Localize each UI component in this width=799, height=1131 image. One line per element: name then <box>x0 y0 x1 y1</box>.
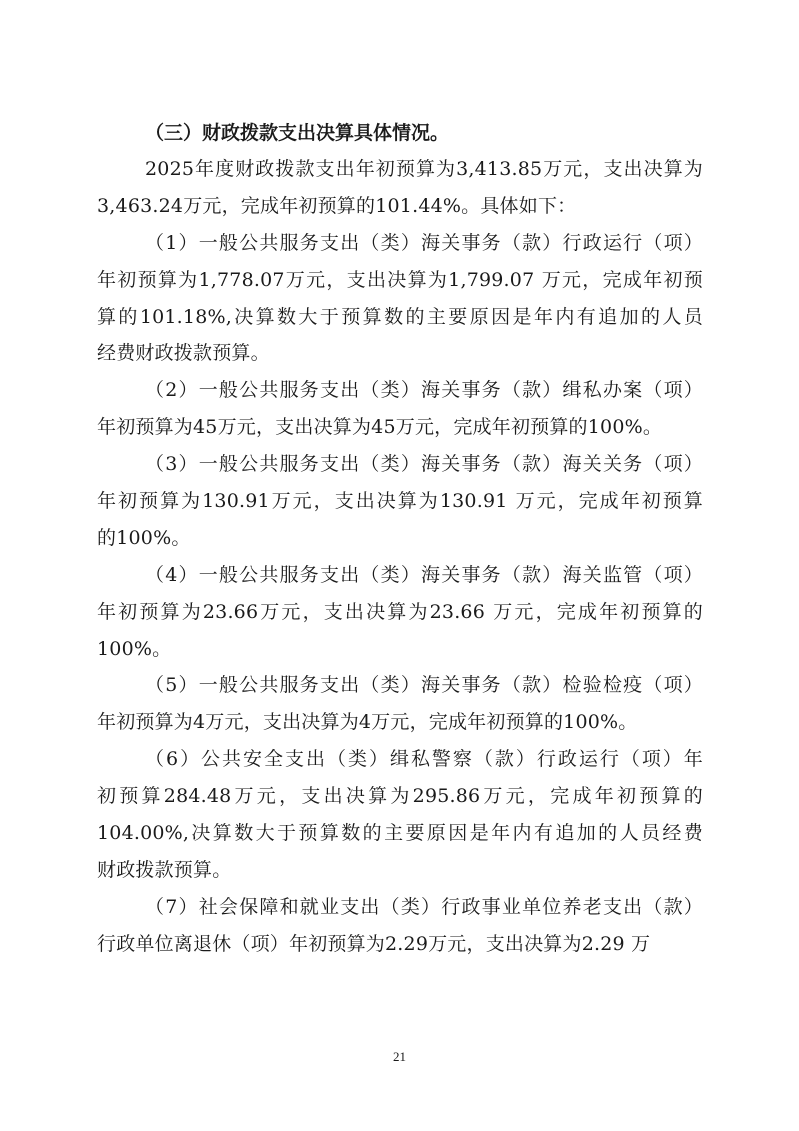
paragraph-line: 104.00%,决算数大于预算数的主要原因是年内有追加的人员经费 <box>97 822 703 845</box>
paragraph <box>97 557 703 668</box>
paragraph-line: 年初预算为23.66万元，支出决算为23.66 万元，完成年初预算的 <box>97 600 703 623</box>
paragraph-line: （2）一般公共服务支出（类）海关事务（款）缉私办案（项） <box>145 379 703 402</box>
paragraph-line: （5）一般公共服务支出（类）海关事务（款）检验检疫（项） <box>145 674 703 697</box>
paragraph-line: 财政拨款预算。 <box>97 858 232 881</box>
paragraph <box>97 372 703 446</box>
paragraph-line: （6）公共安全支出（类）缉私警察（款）行政运行（项）年 <box>145 748 703 771</box>
paragraph <box>97 225 703 373</box>
paragraph <box>97 667 703 741</box>
paragraph <box>97 889 703 963</box>
paragraph-line: （1）一般公共服务支出（类）海关事务（款）行政运行（项） <box>145 231 703 254</box>
paragraph-line: 行政单位离退休（项）年初预算为2.29万元，支出决算为2.29 万 <box>97 932 651 955</box>
paragraph-line: （7）社会保障和就业支出（类）行政事业单位养老支出（款） <box>145 895 703 918</box>
paragraph-line: （3）一般公共服务支出（类）海关事务（款）海关关务（项） <box>145 453 703 476</box>
paragraph-line: （4）一般公共服务支出（类）海关事务（款）海关监管（项） <box>145 563 703 586</box>
paragraph-line: 3,463.24万元，完成年初预算的101.44%。具体如下： <box>97 194 577 217</box>
page-number: 21 <box>393 1049 406 1064</box>
paragraph-line: 100%。 <box>97 637 172 660</box>
paragraph-line: 2025年度财政拨款支出年初预算为3,413.85万元，支出决算为 <box>145 158 703 180</box>
paragraph-list <box>97 151 703 963</box>
paragraph-line: 年初预算为45万元，支出决算为45万元，完成年初预算的100%。 <box>97 416 663 439</box>
paragraph-line: 初预算284.48万元，支出决算为295.86万元，完成年初预算的 <box>97 785 703 808</box>
paragraph-line: 年初预算为4万元，支出决算为4万元，完成年初预算的100%。 <box>97 711 638 734</box>
paragraph <box>97 741 703 889</box>
paragraph-line: 经费财政拨款预算。 <box>97 342 270 365</box>
paragraph-line: 算的101.18%,决算数大于预算数的主要原因是年内有追加的人员 <box>97 305 703 328</box>
paragraph-line: 年初预算为1,778.07万元，支出决算为1,799.07 万元，完成年初预 <box>97 268 703 291</box>
paragraph <box>97 151 703 225</box>
paragraph-line: 年初预算为130.91万元，支出决算为130.91 万元，完成年初预算 <box>97 490 703 513</box>
section-heading: （三）财政拨款支出决算具体情况。 <box>145 122 450 144</box>
document-body <box>97 115 703 963</box>
paragraph-line: 的100%。 <box>97 526 191 549</box>
paragraph <box>97 446 703 557</box>
